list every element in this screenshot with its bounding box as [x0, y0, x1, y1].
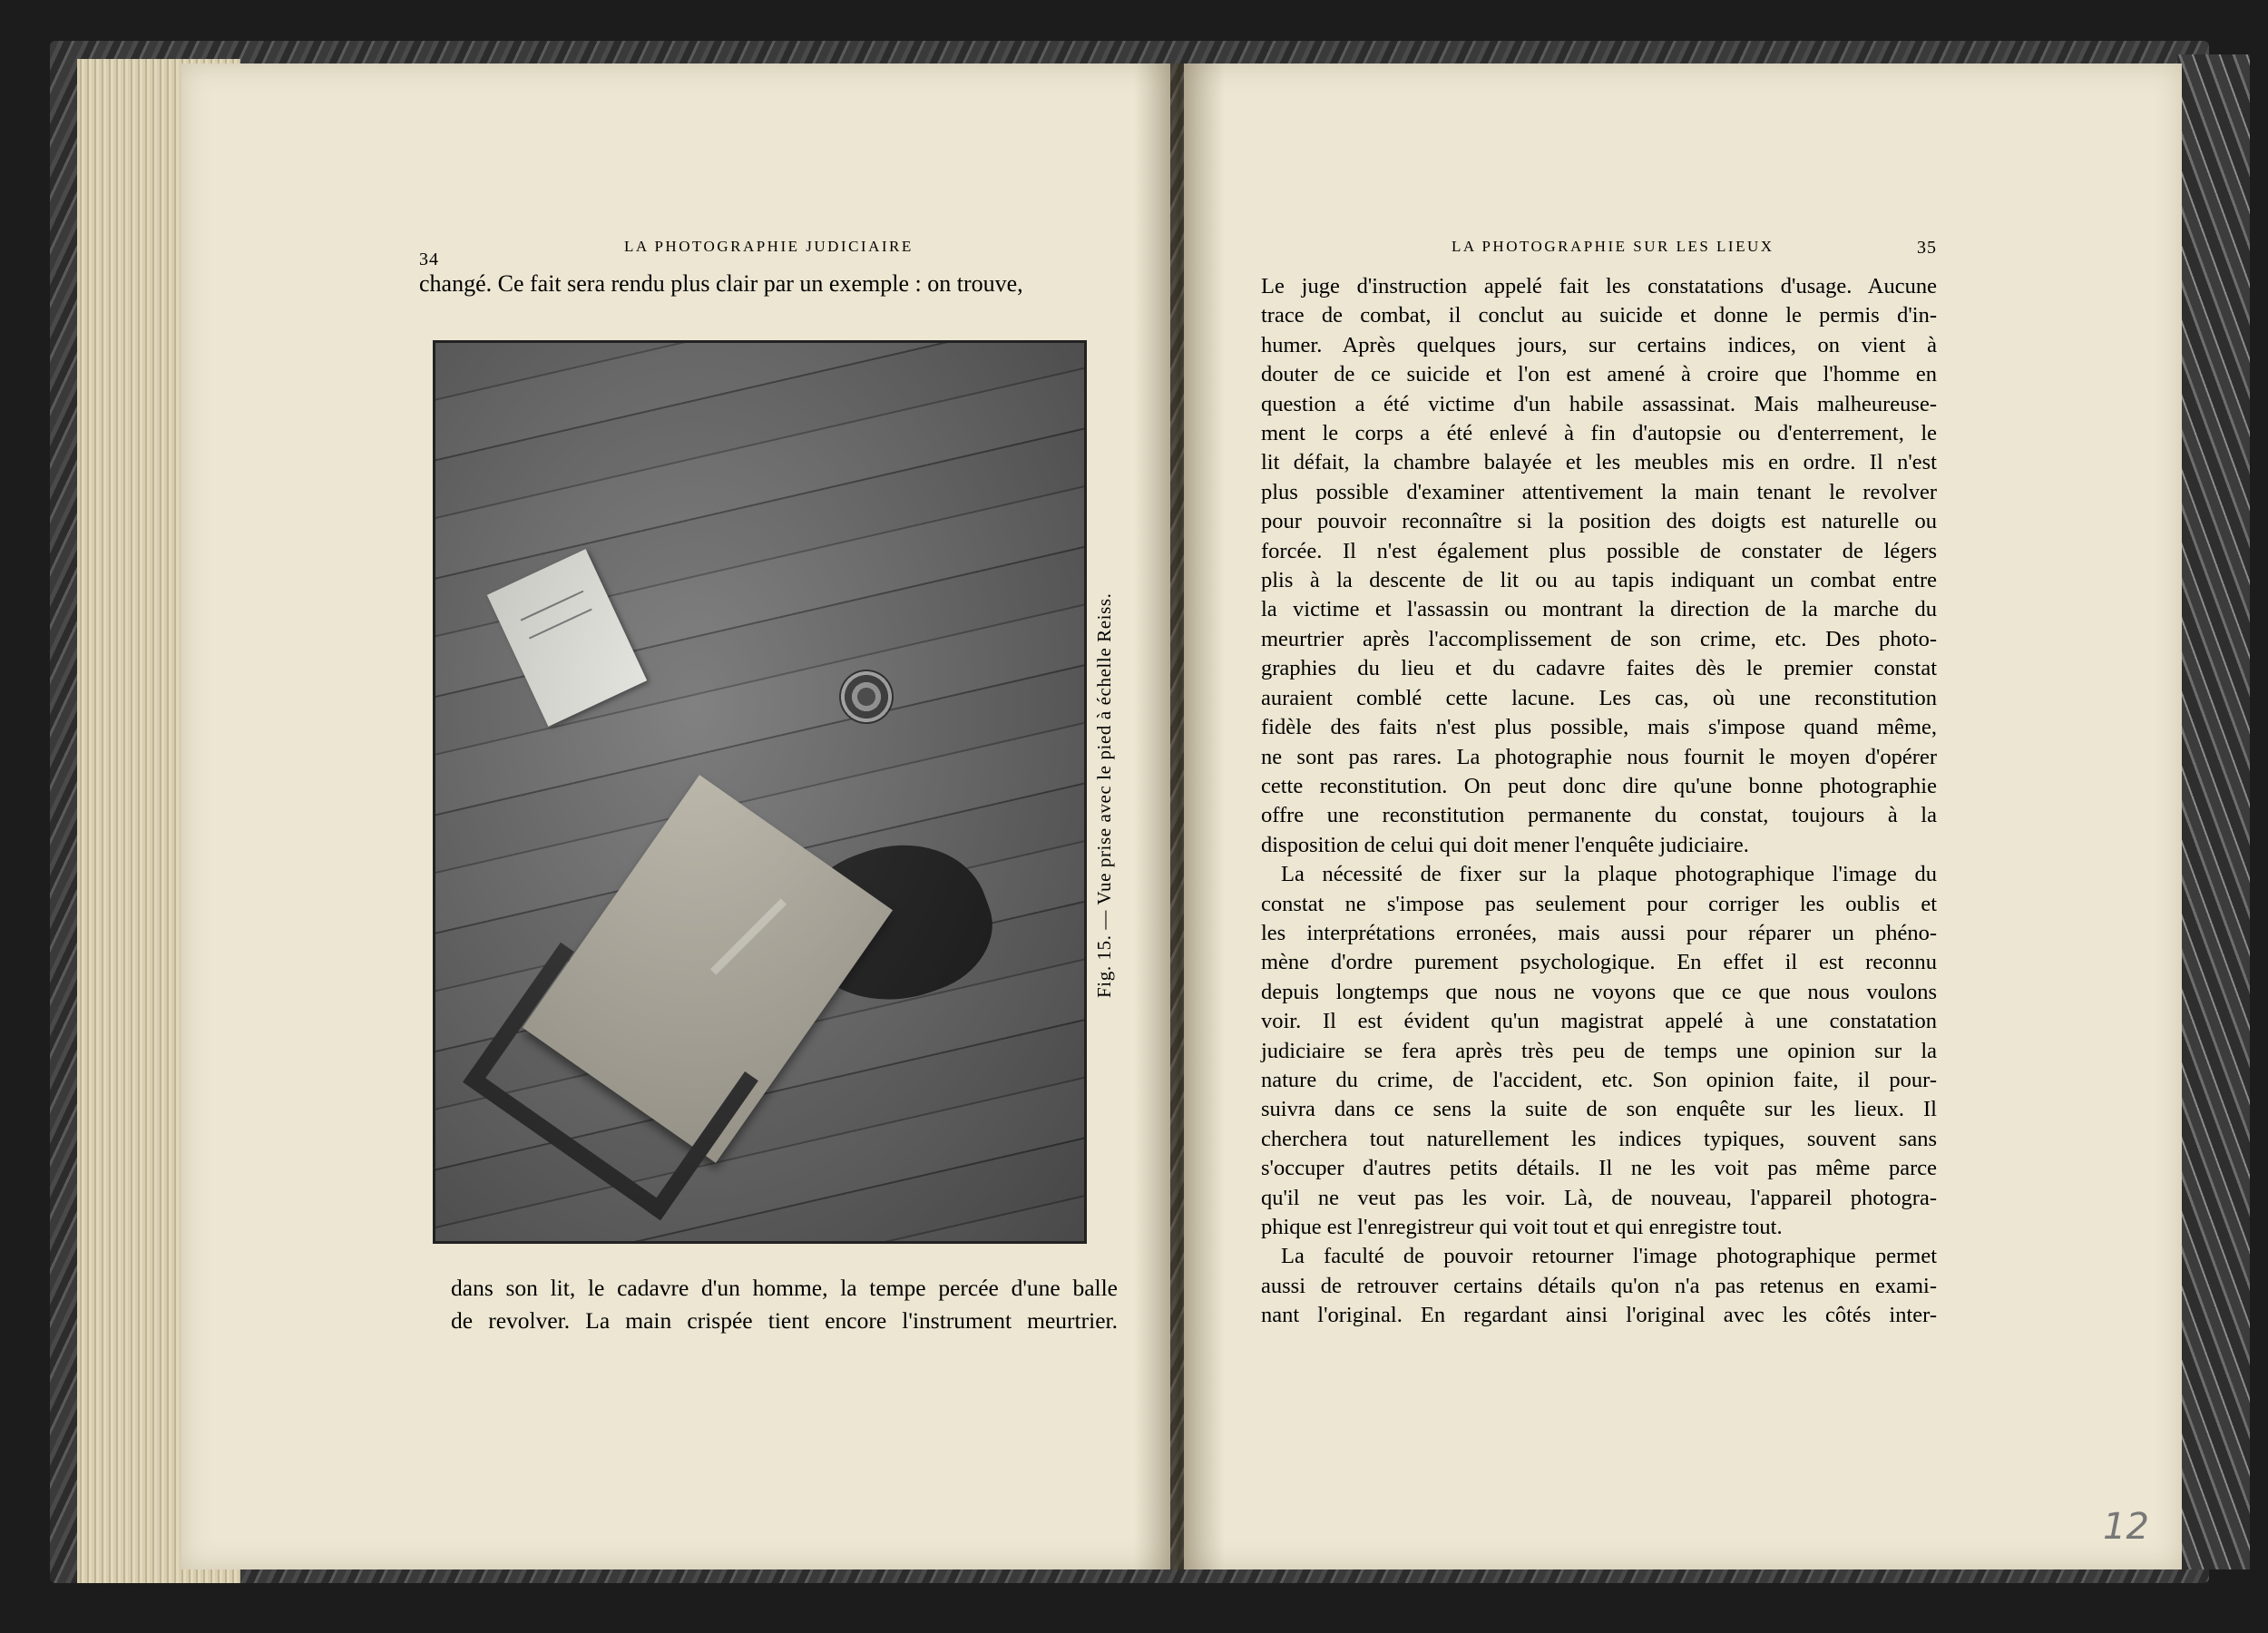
body-line: nature du crime, de l'accident, etc. Son opinion faite, il pour- [1261, 1067, 1937, 1092]
body-line: La faculté de pouvoir retourner l'image photographique permet [1281, 1244, 1937, 1269]
body-line: les interprétations erronées, mais aussi pour réparer un phéno- [1261, 920, 1937, 945]
body-line: question a été victime d'un habile assassinat. Mais malheureuse- [1261, 391, 1937, 416]
body-line: meurtrier après l'accomplissement de son crime, etc. Des photo- [1261, 626, 1937, 651]
body-line: ne sont pas rares. La photographie nous fournit le moyen d'opérer [1261, 744, 1937, 769]
body-line: disposition de celui qui doit mener l'enquête judiciaire. [1261, 832, 1749, 857]
body-line: suivra dans ce sens la suite de son enquête sur les lieux. Il [1261, 1097, 1937, 1122]
body-line: lit défait, la chambre balayée et les meubles mis en ordre. Il n'est [1261, 450, 1937, 475]
photo-vignette [435, 343, 1084, 1241]
body-line: forcée. Il n'est également plus possible de constater de légers [1261, 538, 1937, 563]
left-page-number: 34 [419, 249, 439, 269]
body-line: douter de ce suicide et l'on est amené à croire que l'homme en [1261, 362, 1937, 387]
body-line: graphies du lieu et du cadavre faites dès le premier constat [1261, 656, 1937, 681]
body-line: phique est l'enregistreur qui voit tout et qui enregistre tout. [1261, 1215, 1783, 1239]
figure-caption: Fig. 15. — Vue prise avec le pied à échelle Reiss. [1093, 592, 1115, 998]
body-line: depuis longtemps que nous ne voyons que ce que nous voulons [1261, 979, 1937, 1004]
body-line: La nécessité de fixer sur la plaque photographique l'image du [1281, 862, 1937, 887]
body-line: offre une reconstitution permanente du constat, toujours à la [1261, 803, 1937, 828]
body-line: la victime et l'assassin ou montrant la direction de la marche du [1261, 597, 1937, 622]
left-bottom-text [451, 1272, 1118, 1337]
body-line: cette reconstitution. On peut donc dire qu'une bonne photographie [1261, 773, 1937, 798]
body-line: plis à la descente de lit ou au tapis indiquant un combat entre [1261, 568, 1937, 593]
body-line: Le juge d'instruction appelé fait les constatations d'usage. Aucune [1261, 274, 1937, 298]
left-bottom-line: de revolver. La main crispée tient encore l'instrument meurtrier. [451, 1307, 1118, 1334]
body-line: nant l'original. En regardant ainsi l'original avec les côtés inter- [1261, 1303, 1937, 1328]
body-line: pour pouvoir reconnaître si la position des doigts est naturelle ou [1261, 509, 1937, 534]
body-line: mène d'ordre purement psychologique. En effet il est reconnu [1261, 950, 1937, 975]
body-line: cherchera tout naturellement les indices typiques, souvent sans [1261, 1126, 1937, 1151]
right-body-text [1261, 272, 1937, 1331]
body-line: voir. Il est évident qu'un magistrat appelé à une constatation [1261, 1009, 1937, 1034]
body-line: humer. Après quelques jours, sur certains indices, on vient à [1261, 332, 1937, 357]
body-line: ment le corps a été enlevé à fin d'autopsie ou d'enterrement, le [1261, 421, 1937, 446]
left-top-line: changé. Ce fait sera rendu plus clair par un exemple : on trouve, [419, 270, 1023, 297]
body-line: plus possible d'examiner attentivement la main tenant le revolver [1261, 479, 1937, 504]
left-running-head: LA PHOTOGRAPHIE JUDICIAIRE [624, 238, 914, 255]
body-line: trace de combat, il conclut au suicide et donne le permis d'in- [1261, 303, 1937, 328]
body-line: constat ne s'impose pas seulement pour corriger les oublis et [1261, 891, 1937, 916]
body-line: judiciaire se fera après très peu de temps une opinion sur la [1261, 1038, 1937, 1063]
body-line: fidèle des faits n'est plus possible, mais s'impose quand même, [1261, 715, 1937, 740]
body-line: qu'il ne veut pas les voir. Là, de nouveau, l'appareil photogra- [1261, 1185, 1937, 1210]
handwritten-page-mark: 12 [2103, 1506, 2149, 1548]
right-running-head: LA PHOTOGRAPHIE SUR LES LIEUX [1452, 238, 1774, 255]
left-bottom-line: dans son lit, le cadavre d'un homme, la tempe percée d'une balle [451, 1275, 1118, 1301]
body-line: aussi de retrouver certains détails qu'on n'a pas retenus en exami- [1261, 1273, 1937, 1298]
body-line: auraient comblé cette lacune. Les cas, où une reconstitution [1261, 685, 1937, 710]
book-cover-edge [2177, 54, 2250, 1569]
crime-scene-photo [433, 340, 1087, 1244]
body-line: s'occuper d'autres petits détails. Il ne les voit pas même parce [1261, 1156, 1937, 1181]
right-page-number: 35 [1917, 238, 1937, 258]
